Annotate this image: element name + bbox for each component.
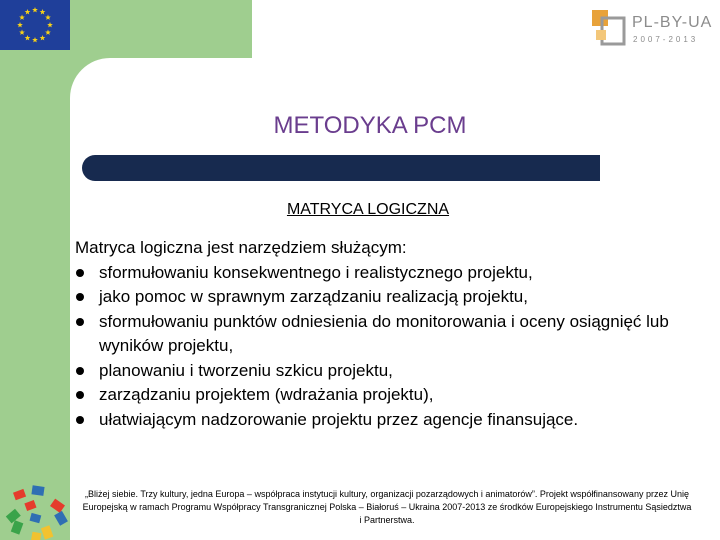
list-item — [75, 285, 695, 310]
eu-star-icon — [25, 9, 31, 14]
eu-star-icon — [40, 9, 46, 14]
pl-by-ua-logo — [592, 8, 717, 50]
list-item — [75, 359, 695, 384]
intro-text: Matryca logiczna jest narzędziem służącym: — [75, 238, 407, 257]
bullet-list — [75, 261, 695, 433]
slide-subtitle: MATRYCA LOGICZNA — [286, 201, 450, 218]
list-item — [75, 383, 695, 408]
bullet-icon — [76, 269, 84, 277]
eu-star-icon — [40, 35, 46, 40]
list-item — [75, 310, 695, 359]
bullet-text: planowaniu i tworzeniu szkicu projektu, — [99, 360, 393, 380]
bullet-text: jako pomoc w sprawnym zarządzaniu realizacją projektu, — [99, 287, 528, 306]
bullet-icon — [76, 416, 84, 424]
slide-body — [75, 236, 695, 432]
logo-years: 2007-2013 — [633, 35, 699, 44]
bullet-icon — [76, 391, 84, 399]
bullet-icon — [76, 318, 84, 326]
eu-star-icon — [32, 7, 38, 12]
bullet-text: sformułowaniu konsekwentnego i realistycznego projektu, — [99, 262, 533, 282]
eu-star-icon — [47, 22, 53, 27]
logo-name: PL-BY-UA — [632, 14, 713, 31]
bullet-text: zarządzaniu projektem (wdrażania projektu), — [99, 385, 434, 404]
eu-star-icon — [45, 30, 51, 35]
project-emblem-icon — [0, 478, 72, 540]
eu-star-icon — [19, 15, 25, 20]
eu-star-icon — [19, 30, 25, 35]
bullet-icon — [76, 293, 84, 301]
list-item — [75, 408, 695, 433]
slide-title: METODYKA PCM — [273, 112, 467, 139]
bullet-text: ułatwiającym nadzorowanie projektu przez agencje finansujące. — [99, 409, 579, 429]
bullet-text: sformułowaniu punktów odniesienia do monitorowania i oceny osiągnięć lub wyników projektu, — [99, 311, 669, 355]
bullet-icon — [76, 367, 84, 375]
title-divider-bar — [82, 155, 600, 181]
eu-star-icon — [17, 22, 23, 27]
eu-flag-icon — [0, 0, 70, 50]
footer-note: „Bliżej siebie. Trzy kultury, jedna Europa – współpraca instytucji kultury, organizacji pozarządowych i animatorów”. Projekt współfinansowany przez Unię Europejską w ramach Programu Współpracy Transgranicznej Polska – Białoruś – Ukraina 2007-2013 ze środków Europejskiego Instrumentu Sąsiedztwa i Partnerstwa. — [82, 489, 692, 525]
logo-mark-icon — [592, 10, 626, 46]
eu-star-icon — [32, 37, 38, 42]
eu-star-icon — [45, 15, 51, 20]
list-item — [75, 261, 695, 286]
eu-star-icon — [25, 35, 31, 40]
